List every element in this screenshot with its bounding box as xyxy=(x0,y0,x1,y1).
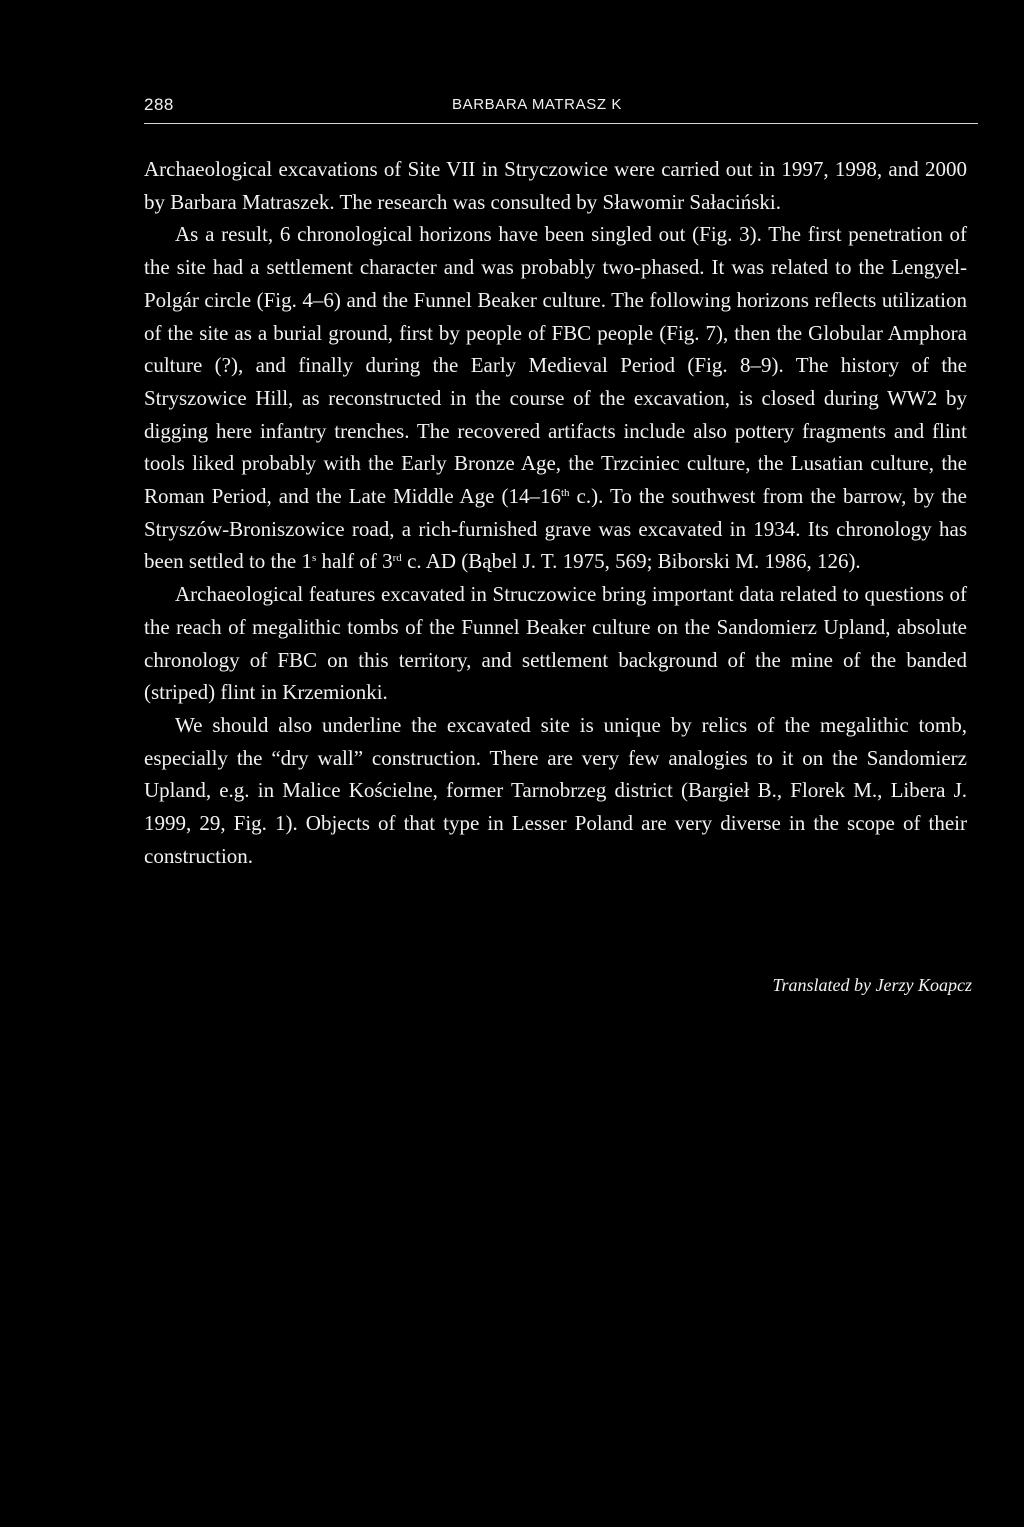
page-number: 288 xyxy=(144,95,174,114)
paragraph-2-text-c: half of 3 xyxy=(316,549,393,574)
running-head xyxy=(144,95,978,124)
translator-credit: Translated by Jerzy Koapcz xyxy=(772,975,972,995)
superscript-rd: rd xyxy=(392,552,402,565)
superscript-s: s xyxy=(311,552,317,565)
running-head-author: BARBARA MATRASZ K xyxy=(452,96,622,113)
article-body xyxy=(144,153,967,872)
paragraph-2 xyxy=(144,218,967,578)
superscript-th: th xyxy=(561,487,570,500)
paragraph-2-text-a: As a result, 6 chronological horizons have been singled out (Fig. 3). The first penetration of the site had a settlement character and was probably two-phased. It was related to the Lengyel-Polgár circle (Fig. 4–6) and the Funnel Beaker culture. The following horizons reflects utilization of the site as a burial ground, first by people of FBC people (Fig. 7), then the Globular Amphora culture (?), and finally during the Early Medieval Period (Fig. 8–9). The history of the Stryszowice Hill, as reconstructed in the course of the excavation, is closed during WW2 by digging here infantry trenches. The recovered artifacts include also pottery fragments and flint tools liked probably with the Early Bronze Age, the Trzciniec culture, the Lusatian culture, the Roman Period, and the Late Middle Age (14–16 xyxy=(144,222,967,509)
paragraph-2-text-b: c.). To the southwest from the barrow, by the Stryszów-Broniszowice road, a rich-furnished grave was excavated in 1934. Its chronology has been settled to the 1 xyxy=(144,484,967,574)
paragraph-2-text-d: c. AD (Bąbel J. T. 1975, 569; Biborski M. 1986, 126). xyxy=(401,549,861,574)
paragraph-4: We should also underline the excavated site is unique by relics of the megalithic tomb, especially the “dry wall” construction. There are very few analogies to it on the Sandomierz Upland, e.g. in Malice Kościelne, former Tarnobrzeg district (Bargieł B., Florek M., Libera J. 1999, 29, Fig. 1). Objects of that type in Lesser Poland are very diverse in the scope of their construction. xyxy=(144,712,967,868)
paragraph-1: Archaeological excavations of Site VII in Stryczowice were carried out in 1997, 1998, and 2000 by Barbara Matraszek. The research was consulted by Sławomir Sałaciński. xyxy=(144,157,967,214)
paragraph-3: Archaeological features excavated in Struczowice bring important data related to questions of the reach of megalithic tombs of the Funnel Beaker culture on the Sandomierz Upland, absolute chronology of FBC on this territory, and settlement background of the mine of the banded (striped) flint in Krzemionki. xyxy=(144,582,967,705)
